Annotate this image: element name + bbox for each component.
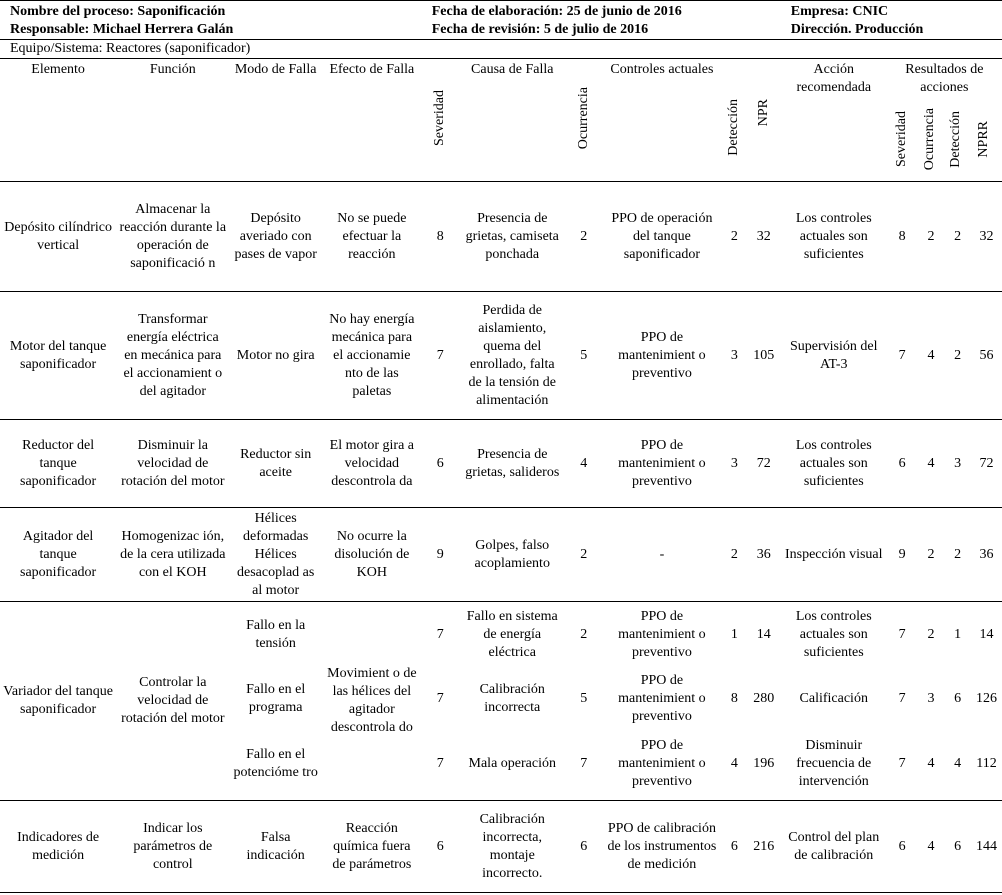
cell-res-ocurrencia: 4 <box>918 292 945 420</box>
cell-causa: Calibración incorrecta <box>479 681 545 715</box>
cell-deteccion: 3 <box>722 420 747 508</box>
resultados-title: Resultados de acciones <box>905 62 984 95</box>
table-row <box>0 292 1002 420</box>
cell-npr: 32 <box>747 182 781 292</box>
cell-deteccion: 6 <box>722 801 747 893</box>
cell-causa: Perdida de aislamiento, quema del enrollado, falta de la tensión de alimentación <box>459 292 566 420</box>
cell-efecto: No ocurre la disolución de KOH <box>322 508 422 602</box>
cell-causa: Presencia de grietas, camiseta ponchada <box>459 182 566 292</box>
cell-funcion: Transformar energía eléctrica en mecánica para el accionamient o del agitador <box>116 292 229 420</box>
table-row <box>0 602 1002 669</box>
cell-accion: Control del plan de calibración <box>781 801 887 893</box>
cell-elemento: Depósito cilíndrico vertical <box>0 182 116 292</box>
col-deteccion: Detección <box>722 59 747 182</box>
cell-ocurrencia: 7 <box>580 756 588 772</box>
col-accion: Acción recomendada <box>781 59 887 182</box>
cell-efecto: Reacción química fuera de parámetros <box>322 801 422 893</box>
resultados-subheaders <box>887 97 1002 181</box>
cell-accion: Los controles actuales son suficientes <box>781 182 887 292</box>
process-name: Nombre del proceso: Saponificación <box>10 4 226 19</box>
cell-res-ocurrencia: 4 <box>918 420 945 508</box>
cell-modo: Hélices deformadas Hélices desacoplad as al motor <box>229 508 322 602</box>
company-name: Empresa: CNIC <box>790 4 889 19</box>
table-row <box>0 508 1002 602</box>
cell-severidad: 7 <box>422 292 459 420</box>
cell-causa: Presencia de grietas, salideros <box>459 420 566 508</box>
cell-res-nprr: 32 <box>971 182 1002 292</box>
cell-res-ocurrencia: 2 <box>918 182 945 292</box>
cell-res-severidad: 7 <box>887 602 918 669</box>
col-efecto: Efecto de Falla <box>322 59 422 182</box>
col-modo: Modo de Falla <box>229 59 322 182</box>
cell-efecto: No hay energía mecánica para el accionamie nto de las paletas <box>322 292 422 420</box>
cell-res-deteccion: 4 <box>954 756 962 772</box>
cell-res-severidad: 8 <box>887 182 918 292</box>
cell-severidad: 7 <box>422 602 459 669</box>
cell-causa: Calibración incorrecta, montaje incorrecto. <box>459 801 566 893</box>
cell-controles: PPO de mantenimient o preventivo <box>602 292 722 420</box>
cell-deteccion: 3 <box>722 292 747 420</box>
cell-funcion: Controlar la velocidad de rotación del motor <box>116 602 229 801</box>
cell-modo: Falsa indicación <box>229 801 322 893</box>
cell-deteccion: 8 <box>730 690 738 706</box>
direction-name: Dirección. Producción <box>790 22 924 37</box>
cell-severidad: 9 <box>422 508 459 602</box>
cell-modo: Motor no gira <box>229 292 322 420</box>
col-res-ocurrencia: Ocurrencia <box>921 107 937 171</box>
date-revised: Fecha de revisión: 5 de julio de 2016 <box>431 22 649 37</box>
cell-res-ocurrencia: 2 <box>918 602 945 669</box>
cell-ocurrencia: 2 <box>566 182 602 292</box>
cell-res-deteccion: 2 <box>944 292 971 420</box>
cell-npr: 105 <box>747 292 781 420</box>
cell-efecto: No se puede efectuar la reacción <box>322 182 422 292</box>
equipment-system: Equipo/Sistema: Reactores (saponificador) <box>0 40 1002 59</box>
cell-causa: Golpes, falso acoplamiento <box>459 508 566 602</box>
cell-funcion: Indicar los parámetros de control <box>116 801 229 893</box>
table-row <box>0 801 1002 893</box>
cell-elemento: Indicadores de medición <box>0 801 116 893</box>
cell-ocurrencia: 5 <box>566 292 602 420</box>
dates-info <box>422 1 781 40</box>
date-created: Fecha de elaboración: 25 de junio de 2016 <box>431 4 682 19</box>
cell-accion: Disminuir frecuencia de intervención <box>796 738 872 790</box>
cell-res-nprr: 126 <box>976 690 998 706</box>
cell-controles: PPO de mantenimient o preventivo <box>618 738 706 790</box>
cell-res-deteccion: 2 <box>944 508 971 602</box>
cell-ocurrencia: 2 <box>566 602 602 669</box>
table-row <box>0 420 1002 508</box>
col-controles: Controles actuales <box>602 59 722 182</box>
cell-causa: Fallo en sistema de energía eléctrica <box>459 602 566 669</box>
cell-res-nprr: 112 <box>976 756 997 772</box>
cell-deteccion: 2 <box>722 182 747 292</box>
col-resultados <box>887 59 1002 182</box>
cell-controles: PPO de mantenimient o preventivo <box>602 420 722 508</box>
cell-res-severidad: 6 <box>887 801 918 893</box>
cell-deteccion: 2 <box>722 508 747 602</box>
cell-res-deteccion: 2 <box>944 182 971 292</box>
cell-modo: Reductor sin aceite <box>229 420 322 508</box>
cell-elemento: Variador del tanque saponificador <box>0 602 116 801</box>
cell-res-nprr: 14 <box>971 602 1002 669</box>
cell-accion: Los controles actuales son suficientes <box>781 602 887 669</box>
cell-res-ocurrencia: 2 <box>918 508 945 602</box>
cell-res-nprr: 56 <box>971 292 1002 420</box>
cell-res-severidad: 7 <box>887 292 918 420</box>
cell-funcion: Almacenar la reacción durante la operación de saponificació n <box>116 182 229 292</box>
cell-res-ocurrencia: 3 <box>927 690 935 706</box>
cell-controles: PPO de mantenimient o preventivo <box>602 602 722 669</box>
process-info <box>0 1 422 40</box>
cell-res-severidad: 7 <box>898 756 906 772</box>
cell-ocurrencia: 4 <box>566 420 602 508</box>
cell-npr: 36 <box>747 508 781 602</box>
cell-res-deteccion: 1 <box>944 602 971 669</box>
cell-funcion: Homogenizac ión, de la cera utilizada con el KOH <box>116 508 229 602</box>
cell-npr: 14 <box>747 602 781 669</box>
cell-modo: Depósito averiado con pases de vapor <box>229 182 322 292</box>
table-row <box>0 182 1002 292</box>
cell-res-nprr: 144 <box>971 801 1002 893</box>
cell-res-nprr: 72 <box>971 420 1002 508</box>
company-info <box>781 1 1002 40</box>
cell-npr: 72 <box>747 420 781 508</box>
cell-funcion: Disminuir la velocidad de rotación del motor <box>116 420 229 508</box>
cell-accion: Inspección visual <box>781 508 887 602</box>
cell-res-severidad: 7 <box>898 690 906 706</box>
cell-controles: PPO de operación del tanque saponificador <box>602 182 722 292</box>
cell-res-deteccion: 3 <box>944 420 971 508</box>
cell-severidad: 7 <box>436 690 444 706</box>
cell-modo: Fallo en el programa <box>246 681 306 715</box>
col-res-deteccion: Detección <box>947 110 963 168</box>
cell-elemento: Motor del tanque saponificador <box>0 292 116 420</box>
cell-ocurrencia: 6 <box>566 801 602 893</box>
cell-res-ocurrencia: 4 <box>927 756 935 772</box>
cell-modo: Fallo en el potencióme tro <box>233 747 318 781</box>
cell-modo: Fallo en la tensión <box>229 602 322 669</box>
cell-efecto: Movimient o de las hélices del agitador descontrola do <box>322 602 422 801</box>
cell-controles: PPO de calibración de los instrumentos de medición <box>602 801 722 893</box>
responsible-name: Responsable: Michael Herrera Galán <box>10 22 234 37</box>
cell-ocurrencia: 2 <box>566 508 602 602</box>
cell-res-nprr: 36 <box>971 508 1002 602</box>
cell-deteccion: 4 <box>730 756 738 772</box>
cell-ocurrencia: 5 <box>580 690 588 706</box>
cell-npr: 280 <box>753 690 775 706</box>
cell-controles: - <box>602 508 722 602</box>
cell-res-severidad: 6 <box>887 420 918 508</box>
cell-severidad: 6 <box>422 420 459 508</box>
cell-npr: 216 <box>747 801 781 893</box>
cell-severidad: 8 <box>422 182 459 292</box>
cell-res-ocurrencia: 4 <box>918 801 945 893</box>
cell-elemento: Reductor del tanque saponificador <box>0 420 116 508</box>
col-ocurrencia: Ocurrencia <box>566 59 602 182</box>
cell-accion: Calificación <box>799 690 868 706</box>
cell-controles: PPO de mantenimient o preventivo <box>618 672 706 724</box>
cell-severidad: 7 <box>436 756 444 772</box>
col-res-nprr: NPRR <box>975 120 991 158</box>
cell-causa: Mala operación <box>468 756 556 772</box>
cell-npr: 196 <box>753 756 775 772</box>
cell-res-severidad: 9 <box>887 508 918 602</box>
cell-elemento: Agitador del tanque saponificador <box>0 508 116 602</box>
cell-deteccion: 1 <box>722 602 747 669</box>
col-severidad: Severidad <box>422 59 459 182</box>
cell-res-deteccion: 6 <box>954 690 962 706</box>
cell-accion: Supervisión del AT-3 <box>781 292 887 420</box>
col-npr: NPR <box>747 59 781 182</box>
cell-res-deteccion: 6 <box>944 801 971 893</box>
cell-severidad: 6 <box>422 801 459 893</box>
cell-efecto: El motor gira a velocidad descontrola da <box>322 420 422 508</box>
col-causa: Causa de Falla <box>459 59 566 182</box>
cell-accion: Los controles actuales son suficientes <box>781 420 887 508</box>
col-elemento: Elemento <box>0 59 116 182</box>
col-funcion: Función <box>116 59 229 182</box>
col-res-severidad: Severidad <box>893 111 909 167</box>
